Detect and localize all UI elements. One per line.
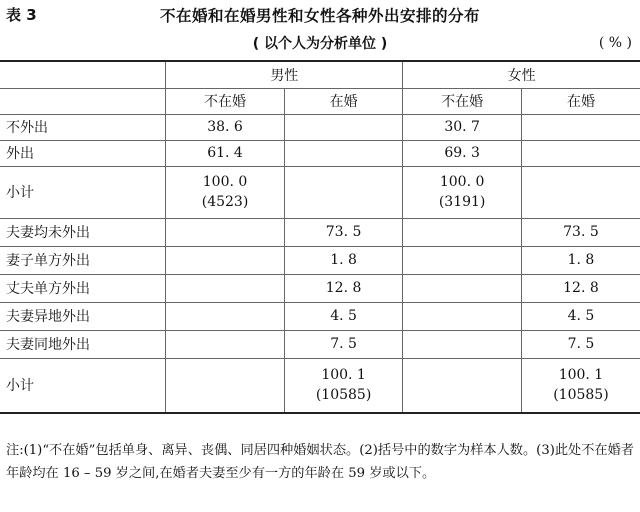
cell-value bbox=[403, 246, 522, 274]
table-row-subtotal bbox=[0, 166, 640, 218]
cell-value bbox=[166, 274, 285, 302]
header-corner-sub bbox=[0, 88, 166, 114]
cell-count: (4523) bbox=[201, 194, 249, 210]
cell-value bbox=[166, 246, 285, 274]
cell-value bbox=[166, 358, 285, 413]
table-row bbox=[0, 302, 640, 330]
cell-value: 1. 8 bbox=[521, 246, 640, 274]
row-label: 夫妻同地外出 bbox=[0, 330, 166, 358]
table-subtitle: ( 以个人为分析单位 ) bbox=[252, 36, 388, 52]
cell-value: 4. 5 bbox=[284, 302, 403, 330]
cell-value bbox=[284, 166, 403, 218]
cell-percent: 100. 1 bbox=[558, 367, 604, 384]
cell-value bbox=[166, 330, 285, 358]
cell-value bbox=[403, 274, 522, 302]
table-row-subtotal bbox=[0, 358, 640, 413]
unit-label: ( % ) bbox=[598, 35, 632, 51]
row-label: 外出 bbox=[0, 140, 166, 166]
cell-value: 73. 5 bbox=[284, 218, 403, 246]
cell-value: 38. 6 bbox=[166, 114, 285, 140]
cell-percent: 100. 0 bbox=[439, 174, 485, 190]
cell-value bbox=[166, 166, 285, 218]
cell-value bbox=[403, 358, 522, 413]
cell-value bbox=[166, 218, 285, 246]
cell-value: 4. 5 bbox=[521, 302, 640, 330]
table-row bbox=[0, 140, 640, 166]
header-male: 男性 bbox=[166, 61, 403, 88]
cell-value bbox=[521, 140, 640, 166]
cell-value bbox=[403, 218, 522, 246]
cell-value: 12. 8 bbox=[284, 274, 403, 302]
cell-value: 12. 8 bbox=[521, 274, 640, 302]
cell-value bbox=[403, 330, 522, 358]
row-label: 丈夫单方外出 bbox=[0, 274, 166, 302]
cell-value bbox=[521, 114, 640, 140]
cell-value bbox=[403, 166, 522, 218]
cell-value: 69. 3 bbox=[403, 140, 522, 166]
header-row-groups bbox=[0, 61, 640, 88]
table-footnote: 注:(1)“不在婚”包括单身、离异、丧偶、同居四种婚姻状态。(2)括号中的数字为样本人数。(3)此处不在婚者年龄均在 16 – 59 岁之间,在婚者夫妻至少有一方的年龄在 59 岁或以下。 bbox=[6, 443, 634, 481]
row-label: 小计 bbox=[0, 166, 166, 218]
cell-value: 7. 5 bbox=[521, 330, 640, 358]
header-male-unmarried: 不在婚 bbox=[166, 88, 285, 114]
cell-count: (3191) bbox=[438, 194, 486, 210]
cell-value bbox=[284, 140, 403, 166]
table-number: 表 3 bbox=[6, 6, 37, 24]
cell-percent: 100. 0 bbox=[202, 174, 248, 190]
row-label: 妻子单方外出 bbox=[0, 246, 166, 274]
cell-value bbox=[284, 358, 403, 413]
row-label: 夫妻均未外出 bbox=[0, 218, 166, 246]
cell-value bbox=[521, 166, 640, 218]
cell-value bbox=[403, 302, 522, 330]
table-title: 不在婚和在婚男性和女性各种外出安排的分布 bbox=[159, 7, 480, 25]
table-row bbox=[0, 218, 640, 246]
header-corner bbox=[0, 61, 166, 88]
table-row bbox=[0, 246, 640, 274]
distribution-table bbox=[0, 60, 640, 414]
cell-count: (10585) bbox=[553, 387, 609, 404]
table-row bbox=[0, 274, 640, 302]
cell-value: 30. 7 bbox=[403, 114, 522, 140]
row-label: 小计 bbox=[0, 358, 166, 413]
cell-value: 73. 5 bbox=[521, 218, 640, 246]
cell-value: 1. 8 bbox=[284, 246, 403, 274]
cell-percent: 100. 1 bbox=[321, 367, 366, 384]
table-row bbox=[0, 114, 640, 140]
row-label: 不外出 bbox=[0, 114, 166, 140]
header-male-married: 在婚 bbox=[284, 88, 403, 114]
header-female: 女性 bbox=[403, 61, 640, 88]
cell-value bbox=[284, 114, 403, 140]
row-label: 夫妻异地外出 bbox=[0, 302, 166, 330]
header-female-married: 在婚 bbox=[521, 88, 640, 114]
header-row-subgroups bbox=[0, 88, 640, 114]
header-female-unmarried: 不在婚 bbox=[403, 88, 522, 114]
cell-count: (10585) bbox=[315, 387, 372, 404]
cell-value: 61. 4 bbox=[166, 140, 285, 166]
cell-value bbox=[166, 302, 285, 330]
cell-value: 7. 5 bbox=[284, 330, 403, 358]
table-row bbox=[0, 330, 640, 358]
cell-value bbox=[521, 358, 640, 413]
